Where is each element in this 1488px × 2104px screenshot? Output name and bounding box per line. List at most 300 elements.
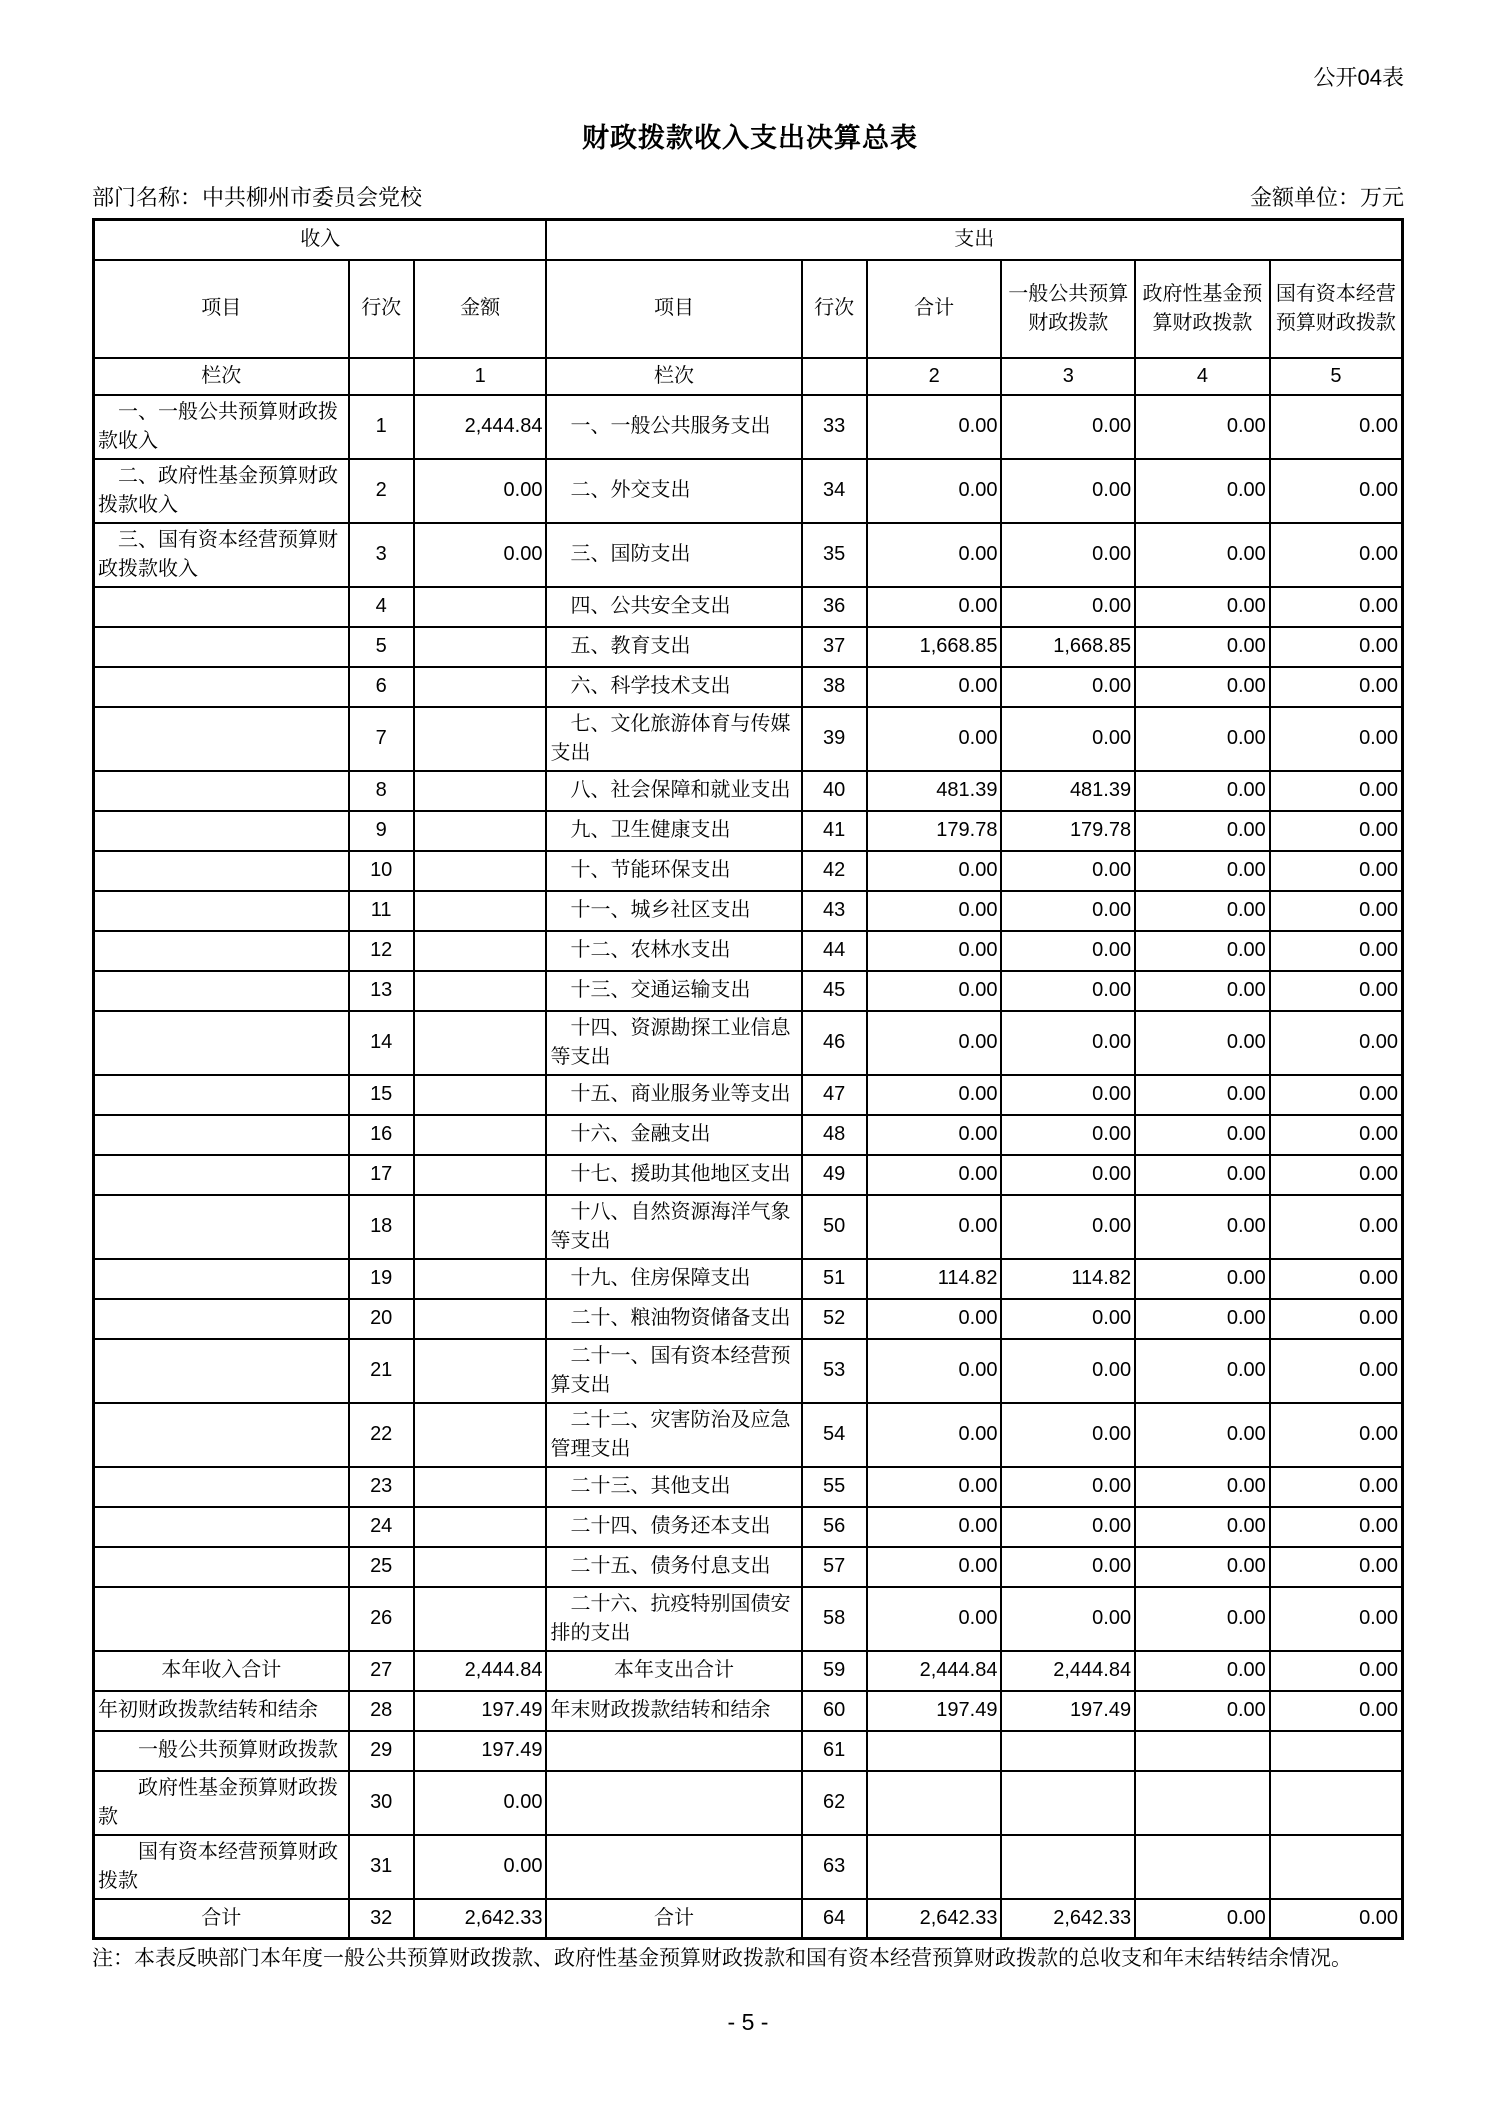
income-amount-cell: 0.00 bbox=[414, 1771, 547, 1835]
income-item-cell bbox=[94, 971, 349, 1011]
income-item-cell bbox=[94, 1011, 349, 1075]
expense-general-budget-cell: 2,642.33 bbox=[1001, 1899, 1135, 1939]
expense-total-cell: 197.49 bbox=[867, 1691, 1002, 1731]
income-item-cell: 本年收入合计 bbox=[94, 1651, 349, 1691]
income-item-cell: 三、国有资本经营预算财政拨款收入 bbox=[94, 523, 349, 587]
expense-item-cell: 二十六、抗疫特别国债安排的支出 bbox=[546, 1587, 801, 1651]
income-item-cell bbox=[94, 667, 349, 707]
table-row bbox=[94, 971, 1403, 1011]
column-index-row bbox=[94, 358, 1403, 395]
expense-rowno-cell: 48 bbox=[802, 1115, 867, 1155]
expense-gov-fund-cell bbox=[1135, 1731, 1270, 1771]
expense-section-header: 支出 bbox=[546, 220, 1402, 260]
table-row bbox=[94, 1771, 1403, 1835]
expense-total-cell: 0.00 bbox=[867, 1115, 1002, 1155]
income-rowno-cell: 1 bbox=[349, 395, 414, 459]
expense-rowno-cell: 41 bbox=[802, 811, 867, 851]
income-amount-cell bbox=[414, 1507, 547, 1547]
expense-gov-fund-cell bbox=[1135, 1771, 1270, 1835]
income-item-cell bbox=[94, 771, 349, 811]
expense-rowno-cell: 62 bbox=[802, 1771, 867, 1835]
expense-general-budget-cell: 0.00 bbox=[1001, 931, 1135, 971]
income-amount-cell bbox=[414, 771, 547, 811]
expense-total-cell: 0.00 bbox=[867, 523, 1002, 587]
expense-total-cell bbox=[867, 1835, 1002, 1899]
expense-state-capital-cell: 0.00 bbox=[1270, 627, 1403, 667]
income-rowno-cell: 9 bbox=[349, 811, 414, 851]
expense-gov-fund-cell: 0.00 bbox=[1135, 931, 1270, 971]
expense-general-budget-cell bbox=[1001, 1835, 1135, 1899]
table-row bbox=[94, 1011, 1403, 1075]
idx-general-budget: 3 bbox=[1001, 358, 1135, 395]
expense-gov-fund-cell: 0.00 bbox=[1135, 1299, 1270, 1339]
col-header-income-rowno: 行次 bbox=[349, 260, 414, 358]
income-amount-cell bbox=[414, 1299, 547, 1339]
idx-income-amount: 1 bbox=[414, 358, 547, 395]
expense-general-budget-cell: 0.00 bbox=[1001, 707, 1135, 771]
expense-general-budget-cell: 0.00 bbox=[1001, 523, 1135, 587]
idx-expense-item: 栏次 bbox=[546, 358, 801, 395]
expense-rowno-cell: 36 bbox=[802, 587, 867, 627]
expense-item-cell: 二十五、债务付息支出 bbox=[546, 1547, 801, 1587]
page-title: 财政拨款收入支出决算总表 bbox=[582, 123, 918, 153]
income-amount-cell: 0.00 bbox=[414, 523, 547, 587]
expense-state-capital-cell: 0.00 bbox=[1270, 1155, 1403, 1195]
income-amount-cell bbox=[414, 811, 547, 851]
expense-general-budget-cell: 2,444.84 bbox=[1001, 1651, 1135, 1691]
expense-state-capital-cell: 0.00 bbox=[1270, 771, 1403, 811]
expense-total-cell: 0.00 bbox=[867, 931, 1002, 971]
table-row bbox=[94, 1155, 1403, 1195]
expense-gov-fund-cell: 0.00 bbox=[1135, 667, 1270, 707]
table-row bbox=[94, 1731, 1403, 1771]
expense-general-budget-cell: 1,668.85 bbox=[1001, 627, 1135, 667]
income-item-cell bbox=[94, 1339, 349, 1403]
expense-general-budget-cell: 197.49 bbox=[1001, 1691, 1135, 1731]
expense-rowno-cell: 63 bbox=[802, 1835, 867, 1899]
expense-item-cell bbox=[546, 1835, 801, 1899]
idx-income-item: 栏次 bbox=[94, 358, 349, 395]
income-item-cell bbox=[94, 931, 349, 971]
expense-gov-fund-cell: 0.00 bbox=[1135, 1339, 1270, 1403]
table-row bbox=[94, 395, 1403, 459]
income-item-cell: 政府性基金预算财政拨款 bbox=[94, 1771, 349, 1835]
expense-state-capital-cell: 0.00 bbox=[1270, 1075, 1403, 1115]
expense-gov-fund-cell: 0.00 bbox=[1135, 771, 1270, 811]
income-rowno-cell: 21 bbox=[349, 1339, 414, 1403]
expense-item-cell: 八、社会保障和就业支出 bbox=[546, 771, 801, 811]
expense-rowno-cell: 34 bbox=[802, 459, 867, 523]
income-rowno-cell: 23 bbox=[349, 1467, 414, 1507]
expense-item-cell: 十、节能环保支出 bbox=[546, 851, 801, 891]
col-header-general-budget: 一般公共预算财政拨款 bbox=[1001, 260, 1135, 358]
expense-state-capital-cell: 0.00 bbox=[1270, 395, 1403, 459]
col-header-expense-item: 项目 bbox=[546, 260, 801, 358]
income-section-header: 收入 bbox=[94, 220, 547, 260]
income-amount-cell bbox=[414, 971, 547, 1011]
expense-item-cell: 四、公共安全支出 bbox=[546, 587, 801, 627]
expense-gov-fund-cell: 0.00 bbox=[1135, 1403, 1270, 1467]
expense-general-budget-cell: 0.00 bbox=[1001, 891, 1135, 931]
expense-total-cell: 0.00 bbox=[867, 1299, 1002, 1339]
expense-state-capital-cell: 0.00 bbox=[1270, 459, 1403, 523]
income-item-cell bbox=[94, 1075, 349, 1115]
expense-gov-fund-cell: 0.00 bbox=[1135, 971, 1270, 1011]
expense-gov-fund-cell: 0.00 bbox=[1135, 1651, 1270, 1691]
expense-total-cell bbox=[867, 1731, 1002, 1771]
income-item-cell bbox=[94, 851, 349, 891]
expense-state-capital-cell: 0.00 bbox=[1270, 667, 1403, 707]
income-item-cell: 年初财政拨款结转和结余 bbox=[94, 1691, 349, 1731]
expense-item-cell: 二十一、国有资本经营预算支出 bbox=[546, 1339, 801, 1403]
expense-rowno-cell: 60 bbox=[802, 1691, 867, 1731]
col-header-income-amount: 金额 bbox=[414, 260, 547, 358]
expense-state-capital-cell: 0.00 bbox=[1270, 523, 1403, 587]
col-header-gov-fund: 政府性基金预算财政拨款 bbox=[1135, 260, 1270, 358]
income-item-cell bbox=[94, 627, 349, 667]
expense-gov-fund-cell: 0.00 bbox=[1135, 1011, 1270, 1075]
expense-rowno-cell: 39 bbox=[802, 707, 867, 771]
table-row bbox=[94, 1507, 1403, 1547]
income-amount-cell: 0.00 bbox=[414, 459, 547, 523]
expense-item-cell: 十三、交通运输支出 bbox=[546, 971, 801, 1011]
income-amount-cell bbox=[414, 1115, 547, 1155]
income-amount-cell: 197.49 bbox=[414, 1731, 547, 1771]
income-amount-cell: 0.00 bbox=[414, 1835, 547, 1899]
expense-state-capital-cell: 0.00 bbox=[1270, 1299, 1403, 1339]
income-rowno-cell: 12 bbox=[349, 931, 414, 971]
expense-item-cell: 十二、农林水支出 bbox=[546, 931, 801, 971]
income-amount-cell bbox=[414, 667, 547, 707]
expense-gov-fund-cell: 0.00 bbox=[1135, 1075, 1270, 1115]
col-header-expense-rowno: 行次 bbox=[802, 260, 867, 358]
income-amount-cell bbox=[414, 1403, 547, 1467]
expense-general-budget-cell: 0.00 bbox=[1001, 1467, 1135, 1507]
income-item-cell: 国有资本经营预算财政拨款 bbox=[94, 1835, 349, 1899]
income-amount-cell bbox=[414, 1467, 547, 1507]
income-rowno-cell: 5 bbox=[349, 627, 414, 667]
expense-general-budget-cell: 0.00 bbox=[1001, 971, 1135, 1011]
expense-gov-fund-cell: 0.00 bbox=[1135, 707, 1270, 771]
table-row bbox=[94, 1403, 1403, 1467]
table-row bbox=[94, 1075, 1403, 1115]
expense-state-capital-cell: 0.00 bbox=[1270, 1195, 1403, 1259]
expense-item-cell bbox=[546, 1731, 801, 1771]
expense-rowno-cell: 37 bbox=[802, 627, 867, 667]
expense-gov-fund-cell: 0.00 bbox=[1135, 587, 1270, 627]
expense-total-cell bbox=[867, 1771, 1002, 1835]
expense-total-cell: 0.00 bbox=[867, 1339, 1002, 1403]
expense-item-cell: 二、外交支出 bbox=[546, 459, 801, 523]
table-row bbox=[94, 891, 1403, 931]
expense-rowno-cell: 51 bbox=[802, 1259, 867, 1299]
income-rowno-cell: 8 bbox=[349, 771, 414, 811]
expense-rowno-cell: 35 bbox=[802, 523, 867, 587]
expense-item-cell: 六、科学技术支出 bbox=[546, 667, 801, 707]
expense-rowno-cell: 43 bbox=[802, 891, 867, 931]
income-amount-cell bbox=[414, 931, 547, 971]
table-body bbox=[94, 395, 1403, 1939]
expense-total-cell: 0.00 bbox=[867, 707, 1002, 771]
table-row bbox=[94, 459, 1403, 523]
table-row bbox=[94, 523, 1403, 587]
expense-item-cell: 二十二、灾害防治及应急管理支出 bbox=[546, 1403, 801, 1467]
income-item-cell bbox=[94, 1115, 349, 1155]
income-amount-cell bbox=[414, 1195, 547, 1259]
expense-general-budget-cell: 0.00 bbox=[1001, 851, 1135, 891]
expense-general-budget-cell bbox=[1001, 1731, 1135, 1771]
income-rowno-cell: 31 bbox=[349, 1835, 414, 1899]
table-row bbox=[94, 931, 1403, 971]
expense-total-cell: 0.00 bbox=[867, 891, 1002, 931]
income-item-cell: 一、一般公共预算财政拨款收入 bbox=[94, 395, 349, 459]
expense-gov-fund-cell bbox=[1135, 1835, 1270, 1899]
expense-total-cell: 1,668.85 bbox=[867, 627, 1002, 667]
expense-rowno-cell: 53 bbox=[802, 1339, 867, 1403]
footnote: 注：本表反映部门本年度一般公共预算财政拨款、政府性基金预算财政拨款和国有资本经营预算财政拨款的总收支和年末结转结余情况。 bbox=[92, 1947, 1352, 1970]
expense-total-cell: 0.00 bbox=[867, 395, 1002, 459]
expense-gov-fund-cell: 0.00 bbox=[1135, 1195, 1270, 1259]
income-amount-cell: 2,642.33 bbox=[414, 1899, 547, 1939]
expense-general-budget-cell: 0.00 bbox=[1001, 1011, 1135, 1075]
income-rowno-cell: 19 bbox=[349, 1259, 414, 1299]
income-rowno-cell: 4 bbox=[349, 587, 414, 627]
expense-state-capital-cell: 0.00 bbox=[1270, 587, 1403, 627]
expense-gov-fund-cell: 0.00 bbox=[1135, 1587, 1270, 1651]
expense-gov-fund-cell: 0.00 bbox=[1135, 1259, 1270, 1299]
expense-gov-fund-cell: 0.00 bbox=[1135, 1467, 1270, 1507]
expense-rowno-cell: 40 bbox=[802, 771, 867, 811]
expense-rowno-cell: 52 bbox=[802, 1299, 867, 1339]
expense-total-cell: 0.00 bbox=[867, 1467, 1002, 1507]
income-item-cell bbox=[94, 811, 349, 851]
expense-general-budget-cell: 0.00 bbox=[1001, 1299, 1135, 1339]
expense-state-capital-cell: 0.00 bbox=[1270, 851, 1403, 891]
expense-state-capital-cell bbox=[1270, 1731, 1403, 1771]
expense-item-cell: 十四、资源勘探工业信息等支出 bbox=[546, 1011, 801, 1075]
expense-state-capital-cell: 0.00 bbox=[1270, 1651, 1403, 1691]
expense-general-budget-cell: 0.00 bbox=[1001, 459, 1135, 523]
income-rowno-cell: 16 bbox=[349, 1115, 414, 1155]
table-row bbox=[94, 1899, 1403, 1939]
table-row bbox=[94, 1195, 1403, 1259]
expense-total-cell: 114.82 bbox=[867, 1259, 1002, 1299]
expense-item-cell: 十七、援助其他地区支出 bbox=[546, 1155, 801, 1195]
income-item-cell: 合计 bbox=[94, 1899, 349, 1939]
expense-gov-fund-cell: 0.00 bbox=[1135, 627, 1270, 667]
income-amount-cell bbox=[414, 1587, 547, 1651]
expense-total-cell: 0.00 bbox=[867, 1075, 1002, 1115]
expense-rowno-cell: 57 bbox=[802, 1547, 867, 1587]
expense-rowno-cell: 56 bbox=[802, 1507, 867, 1547]
expense-total-cell: 0.00 bbox=[867, 1587, 1002, 1651]
income-item-cell bbox=[94, 587, 349, 627]
expense-general-budget-cell: 0.00 bbox=[1001, 1587, 1135, 1651]
expense-item-cell: 十六、金融支出 bbox=[546, 1115, 801, 1155]
income-amount-cell: 2,444.84 bbox=[414, 1651, 547, 1691]
expense-gov-fund-cell: 0.00 bbox=[1135, 523, 1270, 587]
expense-general-budget-cell: 0.00 bbox=[1001, 1075, 1135, 1115]
table-row bbox=[94, 771, 1403, 811]
expense-gov-fund-cell: 0.00 bbox=[1135, 1155, 1270, 1195]
expense-rowno-cell: 54 bbox=[802, 1403, 867, 1467]
table-row bbox=[94, 707, 1403, 771]
expense-rowno-cell: 58 bbox=[802, 1587, 867, 1651]
expense-state-capital-cell: 0.00 bbox=[1270, 1507, 1403, 1547]
expense-state-capital-cell: 0.00 bbox=[1270, 1899, 1403, 1939]
income-rowno-cell: 18 bbox=[349, 1195, 414, 1259]
expense-state-capital-cell: 0.00 bbox=[1270, 1339, 1403, 1403]
department-name: 部门名称：中共柳州市委员会党校 bbox=[92, 185, 423, 210]
expense-total-cell: 0.00 bbox=[867, 459, 1002, 523]
income-rowno-cell: 3 bbox=[349, 523, 414, 587]
expense-general-budget-cell: 0.00 bbox=[1001, 1195, 1135, 1259]
expense-item-cell: 十八、自然资源海洋气象等支出 bbox=[546, 1195, 801, 1259]
expense-total-cell: 0.00 bbox=[867, 1547, 1002, 1587]
section-header-row bbox=[94, 220, 1403, 260]
expense-total-cell: 0.00 bbox=[867, 1507, 1002, 1547]
table-row bbox=[94, 1259, 1403, 1299]
income-item-cell bbox=[94, 1195, 349, 1259]
income-rowno-cell: 28 bbox=[349, 1691, 414, 1731]
income-amount-cell bbox=[414, 1011, 547, 1075]
income-item-cell bbox=[94, 1259, 349, 1299]
expense-state-capital-cell: 0.00 bbox=[1270, 891, 1403, 931]
idx-gov-fund: 4 bbox=[1135, 358, 1270, 395]
expense-rowno-cell: 42 bbox=[802, 851, 867, 891]
table-row bbox=[94, 627, 1403, 667]
income-rowno-cell: 10 bbox=[349, 851, 414, 891]
income-amount-cell bbox=[414, 1547, 547, 1587]
expense-state-capital-cell: 0.00 bbox=[1270, 1403, 1403, 1467]
expense-total-cell: 0.00 bbox=[867, 851, 1002, 891]
income-rowno-cell: 25 bbox=[349, 1547, 414, 1587]
expense-general-budget-cell: 0.00 bbox=[1001, 587, 1135, 627]
expense-item-cell: 九、卫生健康支出 bbox=[546, 811, 801, 851]
expense-general-budget-cell: 0.00 bbox=[1001, 1339, 1135, 1403]
expense-item-cell: 七、文化旅游体育与传媒支出 bbox=[546, 707, 801, 771]
expense-state-capital-cell: 0.00 bbox=[1270, 811, 1403, 851]
idx-expense-rowno bbox=[802, 358, 867, 395]
expense-total-cell: 0.00 bbox=[867, 667, 1002, 707]
table-row bbox=[94, 1587, 1403, 1651]
table-row bbox=[94, 1299, 1403, 1339]
expense-state-capital-cell: 0.00 bbox=[1270, 1011, 1403, 1075]
col-header-income-item: 项目 bbox=[94, 260, 349, 358]
expense-rowno-cell: 64 bbox=[802, 1899, 867, 1939]
expense-general-budget-cell: 0.00 bbox=[1001, 1115, 1135, 1155]
income-rowno-cell: 29 bbox=[349, 1731, 414, 1771]
expense-total-cell: 2,444.84 bbox=[867, 1651, 1002, 1691]
income-amount-cell bbox=[414, 1155, 547, 1195]
income-rowno-cell: 17 bbox=[349, 1155, 414, 1195]
expense-gov-fund-cell: 0.00 bbox=[1135, 1507, 1270, 1547]
table-row bbox=[94, 587, 1403, 627]
income-rowno-cell: 6 bbox=[349, 667, 414, 707]
expense-item-cell: 十九、住房保障支出 bbox=[546, 1259, 801, 1299]
expense-gov-fund-cell: 0.00 bbox=[1135, 1899, 1270, 1939]
income-item-cell: 一般公共预算财政拨款 bbox=[94, 1731, 349, 1771]
table-row bbox=[94, 1467, 1403, 1507]
income-rowno-cell: 15 bbox=[349, 1075, 414, 1115]
expense-gov-fund-cell: 0.00 bbox=[1135, 811, 1270, 851]
expense-rowno-cell: 46 bbox=[802, 1011, 867, 1075]
income-rowno-cell: 11 bbox=[349, 891, 414, 931]
expense-rowno-cell: 38 bbox=[802, 667, 867, 707]
table-row bbox=[94, 1651, 1403, 1691]
expense-state-capital-cell: 0.00 bbox=[1270, 1467, 1403, 1507]
expense-state-capital-cell bbox=[1270, 1835, 1403, 1899]
fiscal-appropriation-table bbox=[92, 218, 1404, 1940]
expense-gov-fund-cell: 0.00 bbox=[1135, 1547, 1270, 1587]
expense-item-cell bbox=[546, 1771, 801, 1835]
expense-general-budget-cell: 114.82 bbox=[1001, 1259, 1135, 1299]
idx-state-capital: 5 bbox=[1270, 358, 1403, 395]
expense-item-cell: 三、国防支出 bbox=[546, 523, 801, 587]
expense-state-capital-cell: 0.00 bbox=[1270, 931, 1403, 971]
table-row bbox=[94, 667, 1403, 707]
income-rowno-cell: 7 bbox=[349, 707, 414, 771]
expense-state-capital-cell: 0.00 bbox=[1270, 1259, 1403, 1299]
table-row bbox=[94, 1339, 1403, 1403]
income-item-cell: 二、政府性基金预算财政拨款收入 bbox=[94, 459, 349, 523]
expense-gov-fund-cell: 0.00 bbox=[1135, 1115, 1270, 1155]
expense-state-capital-cell: 0.00 bbox=[1270, 971, 1403, 1011]
expense-gov-fund-cell: 0.00 bbox=[1135, 459, 1270, 523]
income-rowno-cell: 2 bbox=[349, 459, 414, 523]
idx-income-rowno bbox=[349, 358, 414, 395]
expense-state-capital-cell: 0.00 bbox=[1270, 1691, 1403, 1731]
page-number: - 5 - bbox=[727, 2009, 769, 2036]
column-header-row bbox=[94, 260, 1403, 358]
expense-general-budget-cell: 179.78 bbox=[1001, 811, 1135, 851]
col-header-expense-total: 合计 bbox=[867, 260, 1002, 358]
income-item-cell bbox=[94, 1299, 349, 1339]
expense-general-budget-cell: 0.00 bbox=[1001, 1403, 1135, 1467]
income-amount-cell bbox=[414, 627, 547, 667]
meta-row bbox=[92, 181, 1404, 212]
table-row bbox=[94, 1547, 1403, 1587]
income-amount-cell bbox=[414, 1259, 547, 1299]
expense-rowno-cell: 55 bbox=[802, 1467, 867, 1507]
income-rowno-cell: 13 bbox=[349, 971, 414, 1011]
income-item-cell bbox=[94, 1403, 349, 1467]
expense-item-cell: 合计 bbox=[546, 1899, 801, 1939]
expense-item-cell: 二十、粮油物资储备支出 bbox=[546, 1299, 801, 1339]
expense-gov-fund-cell: 0.00 bbox=[1135, 1691, 1270, 1731]
expense-general-budget-cell: 0.00 bbox=[1001, 1155, 1135, 1195]
income-rowno-cell: 14 bbox=[349, 1011, 414, 1075]
income-rowno-cell: 26 bbox=[349, 1587, 414, 1651]
expense-item-cell: 二十三、其他支出 bbox=[546, 1467, 801, 1507]
income-item-cell bbox=[94, 707, 349, 771]
expense-rowno-cell: 47 bbox=[802, 1075, 867, 1115]
col-header-state-capital: 国有资本经营预算财政拨款 bbox=[1270, 260, 1403, 358]
expense-total-cell: 0.00 bbox=[867, 1195, 1002, 1259]
income-amount-cell bbox=[414, 587, 547, 627]
idx-expense-total: 2 bbox=[867, 358, 1002, 395]
expense-general-budget-cell bbox=[1001, 1771, 1135, 1835]
income-item-cell bbox=[94, 1155, 349, 1195]
expense-total-cell: 179.78 bbox=[867, 811, 1002, 851]
income-amount-cell: 197.49 bbox=[414, 1691, 547, 1731]
expense-item-cell: 年末财政拨款结转和结余 bbox=[546, 1691, 801, 1731]
expense-item-cell: 本年支出合计 bbox=[546, 1651, 801, 1691]
table-row bbox=[94, 1115, 1403, 1155]
table-row bbox=[94, 1835, 1403, 1899]
expense-general-budget-cell: 481.39 bbox=[1001, 771, 1135, 811]
expense-item-cell: 一、一般公共服务支出 bbox=[546, 395, 801, 459]
